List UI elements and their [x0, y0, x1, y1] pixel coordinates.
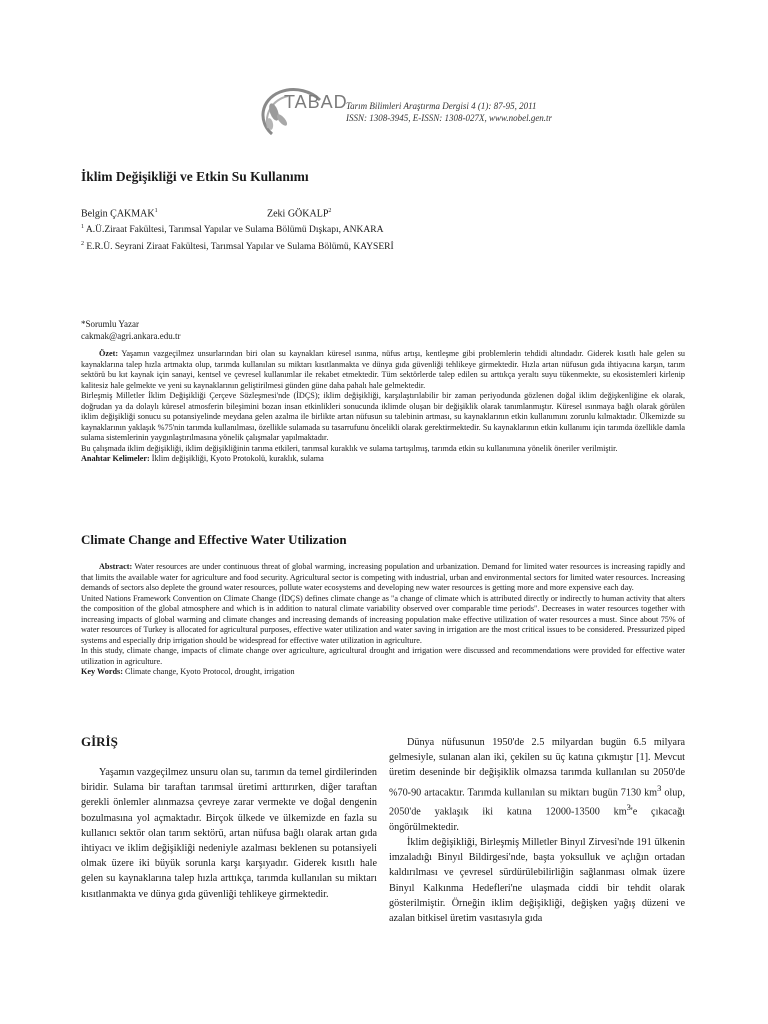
abstract-tr-p1: Yaşamın vazgeçilmez unsurlarından biri olan su kaynakları küresel ısınma, nüfus artışı, kentleşme gibi problemlerin tehdidi altındadır. Giderek kısıtlı hale gelen su kaynaklarına talep hızla artmakta olup, tarımda kullanılan su miktarı kısıtlanmakta ve dünya gıda güvenliği tehlikeye girmektedir. Hızla artan nüfusun gıda ihtiyacına karşın, tarım sektörü bu kıt kaynak için sanayi, kentsel ve çevresel kullanımlar ile rekabet etmektedir. Tüm sektörlerde talep edilen su arttıkça yeraltı suyu tükenmekte, su ekosistemleri kirlenip kalitesiz hale gelmekte ve yeni su kaynaklarının geliştirilmesi günden güne daha pahalı hale gelmektedir. — [81, 349, 685, 390]
abstract-tr-p2: Birleşmiş Milletler İklim Değişikliği Çerçeve Sözleşmesi'nde (İDÇS); iklim değişikliği, karşılaştırılabilir bir zaman periyodunda gözlenen doğal iklim değişkenliğine ek olarak, doğrudan ya da dolaylı küresel atmosferin bileşimini bozan insan etkinlikleri sonucunda iklimde oluşan bir değişiklik olarak tanımlanmıştır. Küresel ısınmaya bağlı olarak görülen iklim değişikliği sonucu su potansiyelinde meydana gelen azalma ile birlikte artan nüfusun su talebinin artması, su kaynaklarının etkin kullanımını zorunlu kılmaktadır. Ülkemizde su kaynaklarının yaklaşık %75'nin tarımda kullanılması, özellikle sulamada su tasarrufunu öncelikli olarak gerektirmektedir. Su kaynaklarının etkin kullanımı için tarımda özellikle damla sulama sistemlerinin yaygınlaştırılmasına yönelik çalışmalar yapılmaktadır. — [81, 391, 685, 442]
body-text: olup, 2050'de yaklaşık iki katına 12000-13500 km — [389, 787, 685, 818]
journal-info — [346, 100, 552, 124]
author-name: Belgin ÇAKMAK — [81, 208, 155, 220]
abstract-en-p1: Water resources are under continuous threat of global warming, increasing population and urbanization. Demand for limited water resources is increasing rapidly and that limits the available water for agriculture and food security. Agricultural sector is competing with industrial, urban and environmental sectors for limited water resources. Increasing demands of sectors also deplete the ground water resources, pollute water ecosystems and developing new water resources is getting more and more expensive each day. — [81, 562, 685, 592]
affiliation-sup: 1 — [81, 224, 84, 230]
keywords-tr-label: Anahtar Kelimeler: — [81, 454, 150, 463]
keywords-en-label: Key Words: — [81, 667, 123, 676]
author-sup: 2 — [328, 208, 332, 214]
abstract-en-paragraph — [81, 562, 685, 594]
body-text: Dünya nüfusunun 1950'de 2.5 milyardan bugün 6.5 milyara gelmesiyle, sulanan alan iki, çekilen su üç katına çıkmıştır [1]. Mevcut üretim deseninde bir değişiklik olmazsa tarımda kullanılan su 2050'de %70-90 artacaktır. Tarımda kullanılan su miktarı bugün 7130 km — [389, 737, 685, 798]
abstract-en-p3: In this study, climate change, impacts of climate change over agriculture, agricultural drought and irrigation were discussed and recommendations were provided for effective water utilization in agriculture. — [81, 646, 685, 666]
superscript: 3 — [626, 802, 631, 813]
corresponding-email[interactable]: cakmak@agri.ankara.edu.tr — [81, 331, 181, 341]
article-title-en: Climate Change and Effective Water Utilization — [81, 532, 347, 547]
abstract-tr-p3: Bu çalışmada iklim değişikliği, iklim değişikliğinin tarıma etkileri, tarımsal kuraklık ve sulama tartışılmış, tarımda etkin su kullanımına yönelik öneriler verilmiştir. — [81, 443, 618, 453]
body-column-right — [389, 735, 685, 926]
keywords-tr-text: İklim değişikliği, Kyoto Protokolü, kuraklık, sulama — [151, 454, 324, 463]
body-column-left — [81, 765, 377, 902]
section-heading-giris: GİRİŞ — [81, 734, 118, 749]
abstract-en-lead: Abstract: — [99, 562, 133, 571]
affiliation-2 — [81, 241, 394, 252]
author-1 — [81, 208, 158, 219]
logo-text: TABAD — [284, 92, 348, 112]
affiliation-sup: 2 — [81, 241, 84, 247]
keywords-en-text: Climate change, Kyoto Protocol, drought, irrigation — [124, 667, 295, 676]
keywords-tr — [81, 454, 685, 465]
author-sup: 1 — [154, 208, 158, 214]
body-paragraph: Yaşamın vazgeçilmez unsuru olan su, tarımın da temel girdilerinden biridir. Sulama bir taraftan tarımsal üretimi arttırırken, diğer taraftan gerekli önlemler alınmazsa çevreye zarar vermekte ve doğal dengenin bozulmasına yol açmaktadır. Birçok ülkede ve ülkemizde en fazla su kullanıcı sektör olan tarım sektörü, artan nüfusa bağlı olarak artan gıda ihtiyacı ve iklim değişikliği nedeniyle azalması beklenen su potansiyeli olmak üzere iki büyük sorunla karşı karşıyadır. Giderek kısıtlı hale gelen su kaynaklarına talep hızla arttıkça, tarımda kullanılan su miktarı kısıtlanmakta ve dünya gıda güvenliği tehlikeye girmektedir. — [81, 767, 377, 900]
abstract-en-p2: United Nations Framework Convention on Climate Change (İDÇS) defines climate change as "a change of climate which is attributed directly or indirectly to human activity that alters the composition of the global atmosphere and which is in addition to natural climate variability observed over comparable time periods". Decreases in water resources together with increasing impacts of global warming and climate changes and increasing demands of increasing population make effective utilization of water resources a must. Since about 75% of water resources of Turkey is allocated for agricultural purposes, effective water utilization and water saving in irrigation are the most critical issues to be considered. Pressurized piped systems and especially drip irrigation should be widespread for effective water utilization in agriculture. — [81, 593, 685, 645]
affiliation-1 — [81, 224, 383, 235]
superscript: 3 — [657, 782, 662, 793]
corresponding-label: *Sorumlu Yazar — [81, 319, 139, 329]
journal-logo — [250, 82, 350, 140]
abstract-tr-lead: Özet: — [99, 349, 119, 358]
author-2 — [267, 208, 331, 219]
abstract-tr — [81, 349, 685, 465]
corresponding-author — [81, 318, 181, 342]
body-paragraph — [389, 735, 685, 835]
article-title-tr: İklim Değişikliği ve Etkin Su Kullanımı — [81, 169, 309, 184]
journal-issn: ISSN: 1308-3945, E-ISSN: 1308-027X, www.nobel.gen.tr — [346, 113, 553, 123]
body-paragraph: İklim değişikliği, Birleşmiş Milletler Binyıl Zirvesi'nde 191 ülkenin imzaladığı Binyıl Bildirgesi'nde, başta yoksulluk ve açlığın ortadan kaldırılması ve çevresel sürdürülebilirliğin sağlanması olmak üzere Binyıl Kalkınma Hedefleri'ne ulaşmada ciddi bir tehdit olarak gösterilmiştir. Örneğin iklim değişikliği, değişken yağış düzeni ve azalan bitkisel üretim vasıtasıyla gıda — [389, 837, 685, 925]
journal-citation: Tarım Bilimleri Araştırma Dergisi 4 (1): 87-95, 2011 — [346, 101, 537, 111]
abstract-en — [81, 562, 685, 678]
body-text: 'e çıkacağı öngörülmektedir. — [389, 806, 685, 833]
affiliation-text: A.Ü.Ziraat Fakültesi, Tarımsal Yapılar ve Sulama Bölümü Dışkapı, ANKARA — [85, 225, 384, 236]
abstract-tr-paragraph — [81, 349, 685, 391]
author-name: Zeki GÖKALP — [267, 208, 329, 220]
keywords-en — [81, 667, 685, 678]
affiliation-text: E.R.Ü. Seyrani Ziraat Fakültesi, Tarımsal Yapılar ve Sulama Bölümü, KAYSERİ — [86, 242, 394, 253]
